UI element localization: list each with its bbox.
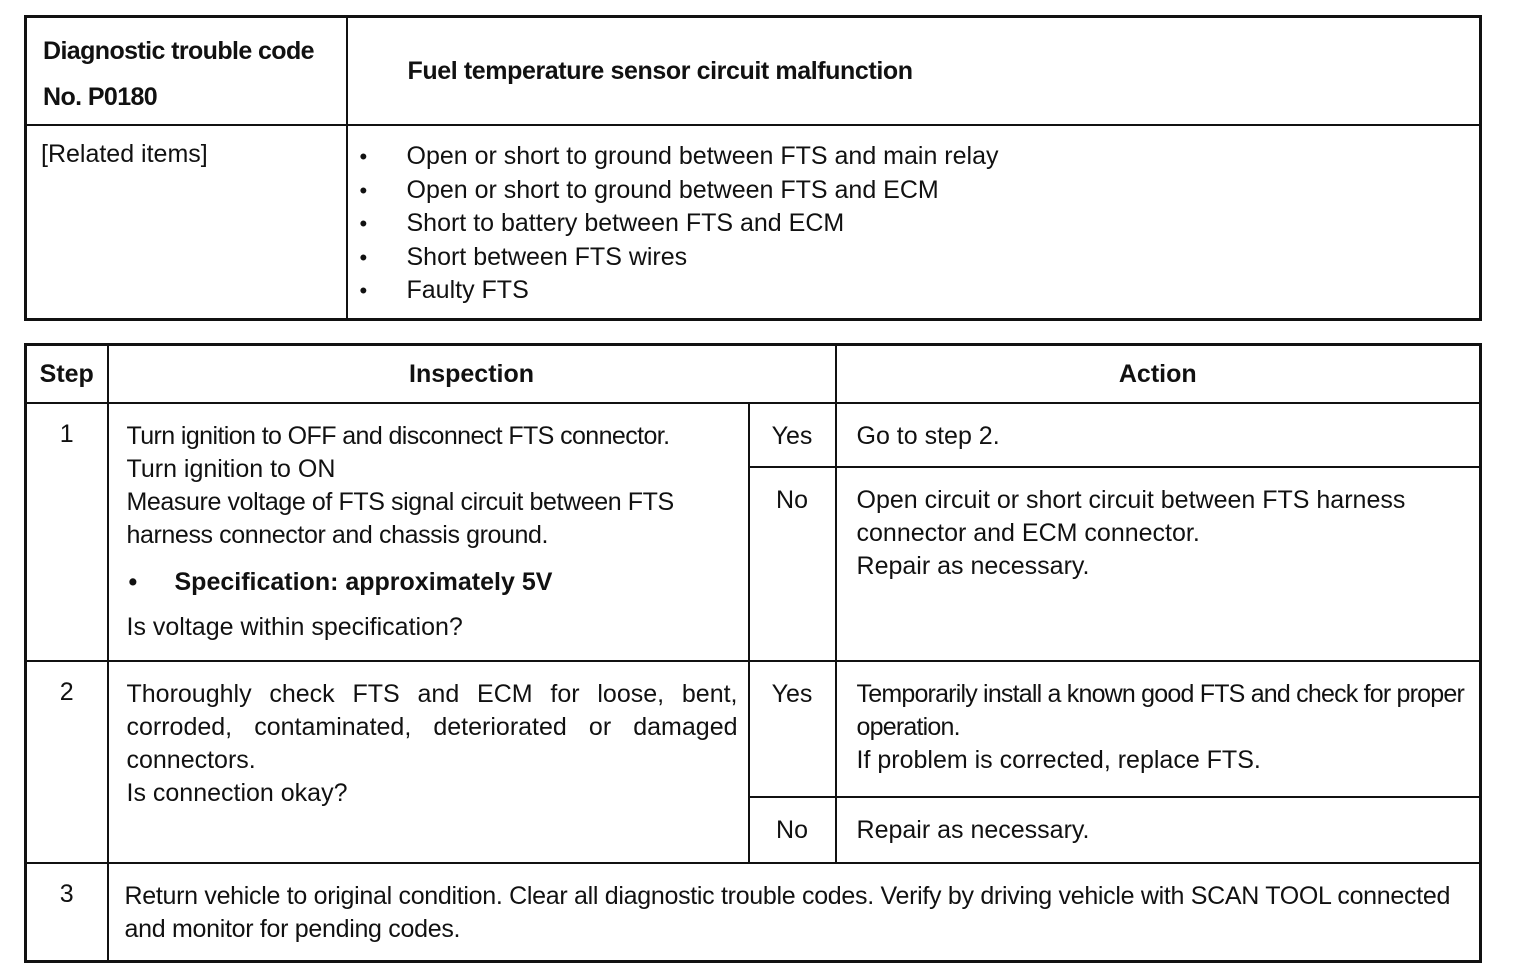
procedure-header-row: [26, 345, 1481, 404]
inspection-line: Turn ignition to ON: [126, 455, 336, 483]
related-item: • Faulty FTS: [360, 274, 1480, 308]
yes-action: [836, 661, 1481, 797]
related-items-cell: [347, 125, 1481, 319]
related-item: • Short between FTS wires: [360, 241, 1480, 275]
action-line: If problem is corrected, replace FTS.: [856, 746, 1261, 774]
dtc-code-cell: [26, 17, 347, 126]
no-action: Repair as necessary.: [836, 797, 1481, 863]
step-number: 2: [26, 661, 108, 863]
step-1-yes-row: [26, 403, 1481, 467]
related-items-row: [26, 125, 1481, 319]
inspection-column-header: Inspection: [108, 345, 836, 404]
step-number: 1: [26, 403, 108, 661]
no-label: No: [749, 467, 836, 661]
dtc-code-number: No. P0180: [43, 83, 158, 111]
yes-action: Go to step 2.: [836, 403, 1481, 467]
inspection-line: Measure voltage of FTS signal circuit between FTS harness connector and chassis ground.: [126, 488, 674, 549]
step-1-inspection: [108, 403, 749, 661]
step-3-text: Return vehicle to original condition. Clear all diagnostic trouble codes. Verify by driving vehicle with SCAN TOOL connected and monitor for pending codes.: [108, 863, 1481, 962]
yes-label: Yes: [749, 403, 836, 467]
no-label: No: [749, 797, 836, 863]
procedure-table: [24, 343, 1482, 963]
related-items-label: [Related items]: [26, 125, 347, 319]
specification: • Specification: approximately 5V: [127, 566, 738, 599]
action-line: Temporarily install a known good FTS and check for proper operation.: [856, 680, 1465, 741]
step-2-yes-row: [26, 661, 1481, 797]
related-item: • Short to battery between FTS and ECM: [360, 207, 1480, 241]
dtc-header-table: [24, 15, 1482, 321]
dtc-code-label: Diagnostic trouble code: [43, 37, 314, 65]
action-line: Repair as necessary.: [856, 552, 1090, 580]
yes-label: Yes: [749, 661, 836, 797]
inspection-line: Thoroughly check FTS and ECM for loose, bent, corroded, contaminated, deteriorated or damaged connectors.: [126, 680, 738, 774]
dtc-code-row: [26, 17, 1481, 126]
inspection-question: Is voltage within specification?: [126, 613, 463, 641]
no-action: [836, 467, 1481, 661]
step-2-inspection: [108, 661, 749, 863]
related-item: • Open or short to ground between FTS and main relay: [360, 140, 1480, 174]
related-item: • Open or short to ground between FTS and ECM: [360, 174, 1480, 208]
step-3-row: [26, 863, 1481, 962]
inspection-question: Is connection okay?: [126, 779, 348, 807]
related-items-list: [360, 140, 1480, 308]
step-number: 3: [26, 863, 108, 962]
inspection-line: Turn ignition to OFF and disconnect FTS connector.: [126, 422, 670, 450]
dtc-title: Fuel temperature sensor circuit malfunction: [347, 17, 1481, 126]
action-line: Open circuit or short circuit between FTS harness connector and ECM connector.: [856, 486, 1406, 547]
action-column-header: Action: [836, 345, 1481, 404]
step-column-header: Step: [26, 345, 108, 404]
